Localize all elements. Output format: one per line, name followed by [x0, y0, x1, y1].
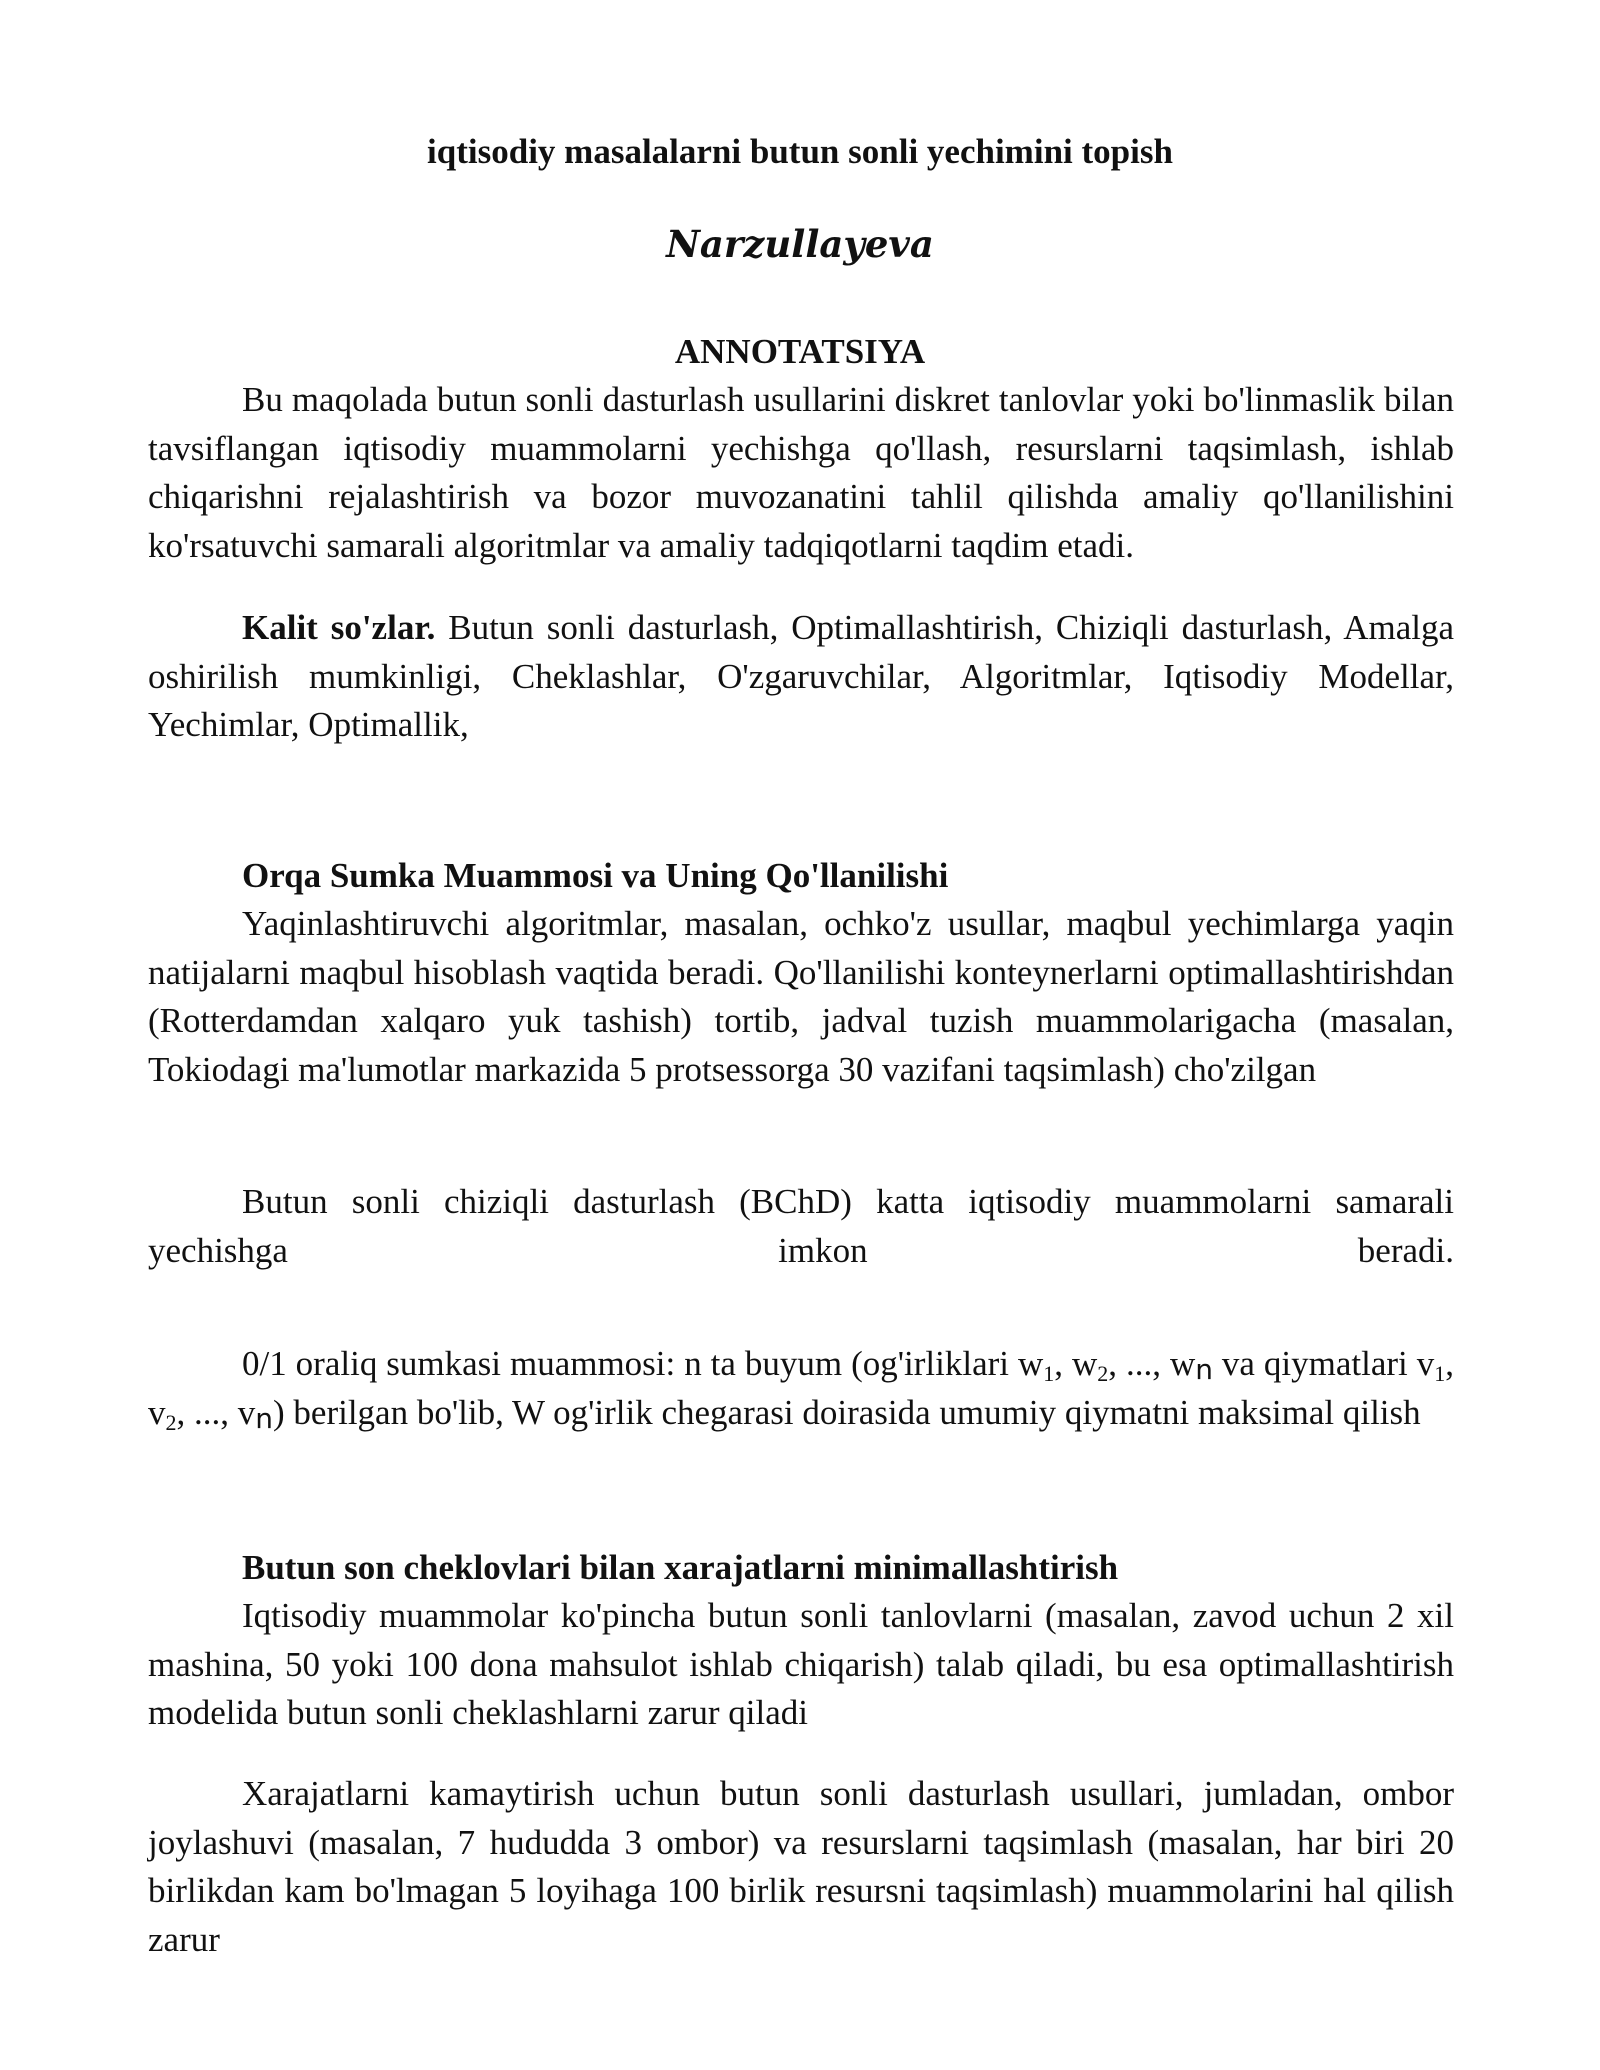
- text-fragment: 0/1 oraliq sumkasi muammosi: n ta buyum (og'irliklari w: [242, 1344, 1044, 1383]
- text-fragment: , w: [1054, 1344, 1098, 1383]
- keywords-label: Kalit so'zlar.: [242, 608, 436, 647]
- section1-paragraph-2: Butun sonli chiziqli dasturlash (BChD) katta iqtisodiy muammolarni samarali yechishga imkon beradi.: [148, 1182, 1454, 1270]
- section2-paragraph-2: Xarajatlarni kamaytirish uchun butun sonli dasturlash usullari, jumladan, ombor joylashuvi (masalan, 7 hududda 3 ombor) va resurslarni taqsimlash (masalan, har biri 20 birlikdan kam bo'lmagan 5 loyihaga 100 birlik resursni taqsimlash) muammolarini hal qilish zarur: [148, 1774, 1454, 1959]
- text-fragment: , ..., v: [176, 1392, 256, 1432]
- annotation-heading: ANNOTATSIYA: [674, 332, 926, 371]
- section2-paragraph-1: Iqtisodiy muammolar ko'pincha butun sonli tanlovlarni (masalan, zavod uchun 2 xil mashina, 50 yoki 100 dona mahsulot ishlab chiqarish) talab qiladi, bu esa optimallashtirish modelida butun sonli cheklashlarni zarur qiladi: [148, 1596, 1454, 1732]
- text-fragment: , ..., w: [1108, 1344, 1196, 1383]
- text-fragment: ) berilgan bo'lib, W og'irlik chegarasi doirasida umumiy qiymatni maksimal qilish: [273, 1392, 1421, 1432]
- annotation-paragraph: Bu maqolada butun sonli dasturlash usullarini diskret tanlovlar yoki bo'linmaslik bilan tavsiflangan iqtisodiy muammolarni yechishga qo'llash, resurslarni taqsimlash, ishlab chiqarishni rejalashtirish va bozor muvozanatini tahlil qilishda amaliy qo'llanilishini ko'rsatuvchi samarali algoritmlar va amaliy tadqiqotlarni taqdim etadi.: [148, 380, 1454, 565]
- document-title: iqtisodiy masalalarni butun sonli yechimini topish: [427, 132, 1173, 171]
- text-fragment: , v: [148, 1344, 1454, 1432]
- author-name: Narzullayeva: [666, 222, 934, 266]
- subscript: n: [1195, 1353, 1213, 1386]
- text-fragment: va qiymatlari v: [1212, 1344, 1435, 1383]
- keywords-list: Butun sonli dasturlash, Optimallashtirish, Chiziqli dasturlash, Amalga oshirilish mumkinligi, Cheklashlar, O'zgaruvchilar, Algoritmlar, Iqtisodiy Modellar, Yechimlar, Optimallik,: [148, 608, 1454, 744]
- subscript: 1: [1043, 1361, 1055, 1386]
- section1-paragraph-1: Yaqinlashtiruvchi algoritmlar, masalan, ochko'z usullar, maqbul yechimlarga yaqin natijalarni maqbul hisoblash vaqtida beradi. Qo'llanilishi konteynerlarni optimallashtirishdan (Rotterdamdan xalqaro yuk tashish) tortib, jadval tuzish muammolarigacha (masalan, Tokiodagi ma'lumotlar markazida 5 protsessorga 30 vazifani taqsimlash) cho'zilgan: [148, 904, 1454, 1089]
- subscript: n: [255, 1401, 273, 1435]
- keywords-paragraph: [148, 604, 1454, 750]
- section1-paragraph-3: [148, 1340, 1454, 1437]
- subscript: 2: [165, 1409, 177, 1435]
- subscript: 1: [1434, 1361, 1446, 1386]
- section-heading-cost-minimization: Butun son cheklovlari bilan xarajatlarni minimallashtirish: [242, 1548, 1119, 1587]
- section-heading-knapsack: Orqa Sumka Muammosi va Uning Qo'llanilishi: [242, 856, 949, 895]
- subscript: 2: [1097, 1361, 1109, 1386]
